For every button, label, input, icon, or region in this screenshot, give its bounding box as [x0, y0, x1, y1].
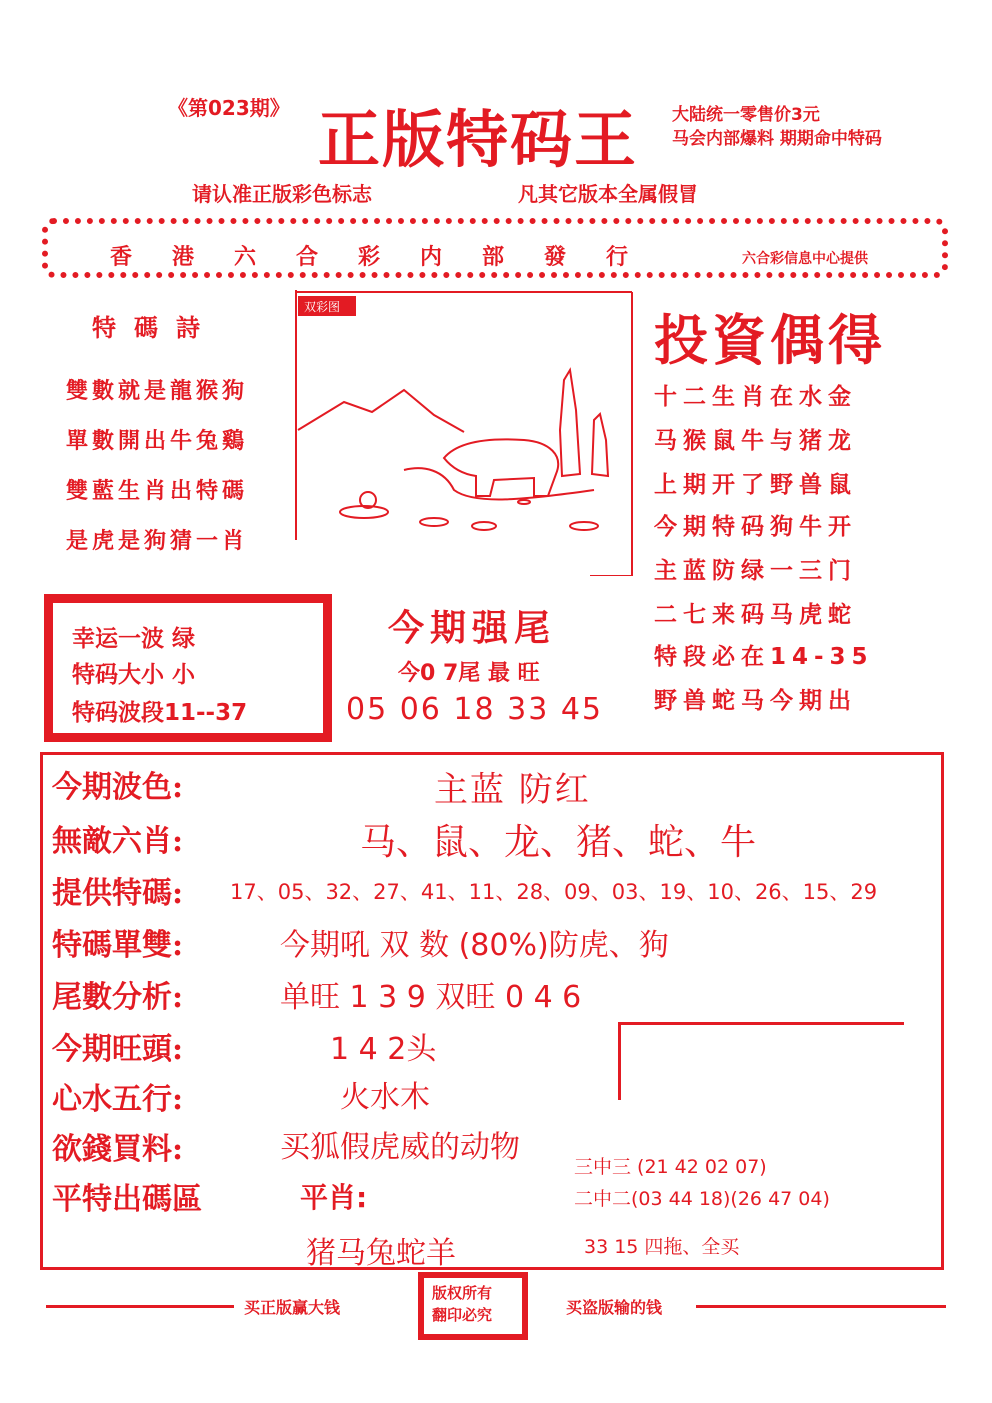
price-text: 大陆统一零售价3元: [672, 105, 820, 125]
single-double-value: 今期吼 双 数 (80%)防虎、狗: [280, 928, 669, 963]
poem-line: 是虎是狗猜一肖: [66, 528, 249, 554]
authenticity-note: 请认准正版彩色标志: [192, 182, 372, 206]
tail-value: 单旺 1 3 9 双旺 0 4 6: [280, 980, 582, 1015]
bracket-top: [618, 1022, 904, 1025]
invest-line: 今期特码狗牛开: [654, 514, 857, 540]
banner-title: 香港六合彩内部發行: [110, 244, 669, 270]
copyright-line-1: 版权所有: [432, 1284, 493, 1302]
poem-line: 雙藍生肖出特碼: [66, 478, 249, 504]
footer-left-text: 买正版赢大钱: [244, 1298, 341, 1317]
footer-right-text: 买盗版输的钱: [566, 1298, 663, 1317]
label-five: 心水五行:: [52, 1082, 184, 1117]
five-value: 火水木: [340, 1080, 430, 1115]
buy-value: 买狐假虎威的动物: [280, 1130, 520, 1165]
footer-rule-right: [696, 1305, 946, 1308]
invest-line: 十二生肖在水金: [654, 384, 857, 410]
label-flat: 平特出碼區: [52, 1182, 202, 1217]
label-special: 提供特碼:: [52, 876, 184, 911]
strong-tail-best: 今0 7尾 最 旺: [398, 661, 540, 686]
strong-tail-numbers: 05 06 18 33 45: [346, 692, 604, 727]
flat-label: 平肖:: [300, 1181, 368, 1214]
poem-line: 單數開出牛兔鷄: [66, 428, 249, 454]
wave-value: 主蓝 防红: [434, 770, 591, 810]
label-tail: 尾數分析:: [52, 980, 184, 1015]
flat-animals: 猪马兔蛇羊: [306, 1236, 456, 1271]
footer-rule-left: [46, 1305, 234, 1308]
label-buy: 欲錢買料:: [52, 1132, 184, 1167]
special-value: 17、05、32、27、41、11、28、09、03、19、10、26、15、29: [230, 880, 878, 904]
label-single-double: 特碼單雙:: [52, 928, 184, 963]
counterfeit-note: 凡其它版本全属假冒: [518, 182, 698, 206]
invest-line: 上期开了野兽鼠: [654, 472, 857, 498]
invest-title: 投資偶得: [654, 309, 886, 372]
strong-tail-title: 今期强尾: [388, 607, 557, 649]
bracket-left: [618, 1022, 621, 1100]
copyright-line-2: 翻印必究: [432, 1306, 493, 1324]
poem-line: 雙數就是龍猴狗: [66, 378, 249, 404]
label-six: 無敵六肖:: [52, 824, 184, 859]
three-of-three: 三中三 (21 42 02 07): [574, 1156, 767, 1178]
banner-subtitle: 六合彩信息中心提供: [742, 251, 868, 267]
poem-title: 特碼詩: [92, 314, 218, 342]
label-wave: 今期波色:: [52, 770, 184, 805]
invest-line: 特段必在14-35: [654, 644, 874, 670]
label-head: 今期旺頭:: [52, 1032, 184, 1067]
polar-bear-illustration: [294, 290, 634, 576]
two-of-two: 二中二(03 44 18)(26 47 04): [574, 1188, 830, 1210]
insider-text: 马会内部爆料 期期命中特码: [672, 129, 882, 149]
six-value: 马、鼠、龙、猪、蛇、牛: [360, 822, 757, 863]
invest-line: 马猴鼠牛与猪龙: [654, 428, 857, 454]
lucky-wave: 幸运一波 绿: [72, 626, 196, 652]
picture-label: 双彩图: [304, 300, 341, 314]
invest-line: 主蓝防绿一三门: [654, 558, 857, 584]
lucky-range: 特码波段11--37: [72, 700, 248, 726]
invest-line: 二七来码马虎蛇: [654, 602, 857, 628]
four-drag: 33 15 四拖、全买: [584, 1236, 740, 1258]
page-title: 正版特码王: [318, 103, 639, 176]
invest-line: 野兽蛇马今期出: [654, 688, 857, 714]
issue-number: 《第023期》: [168, 96, 290, 120]
head-value: 1 4 2头: [330, 1032, 437, 1067]
lucky-size: 特码大小 小: [72, 662, 196, 688]
